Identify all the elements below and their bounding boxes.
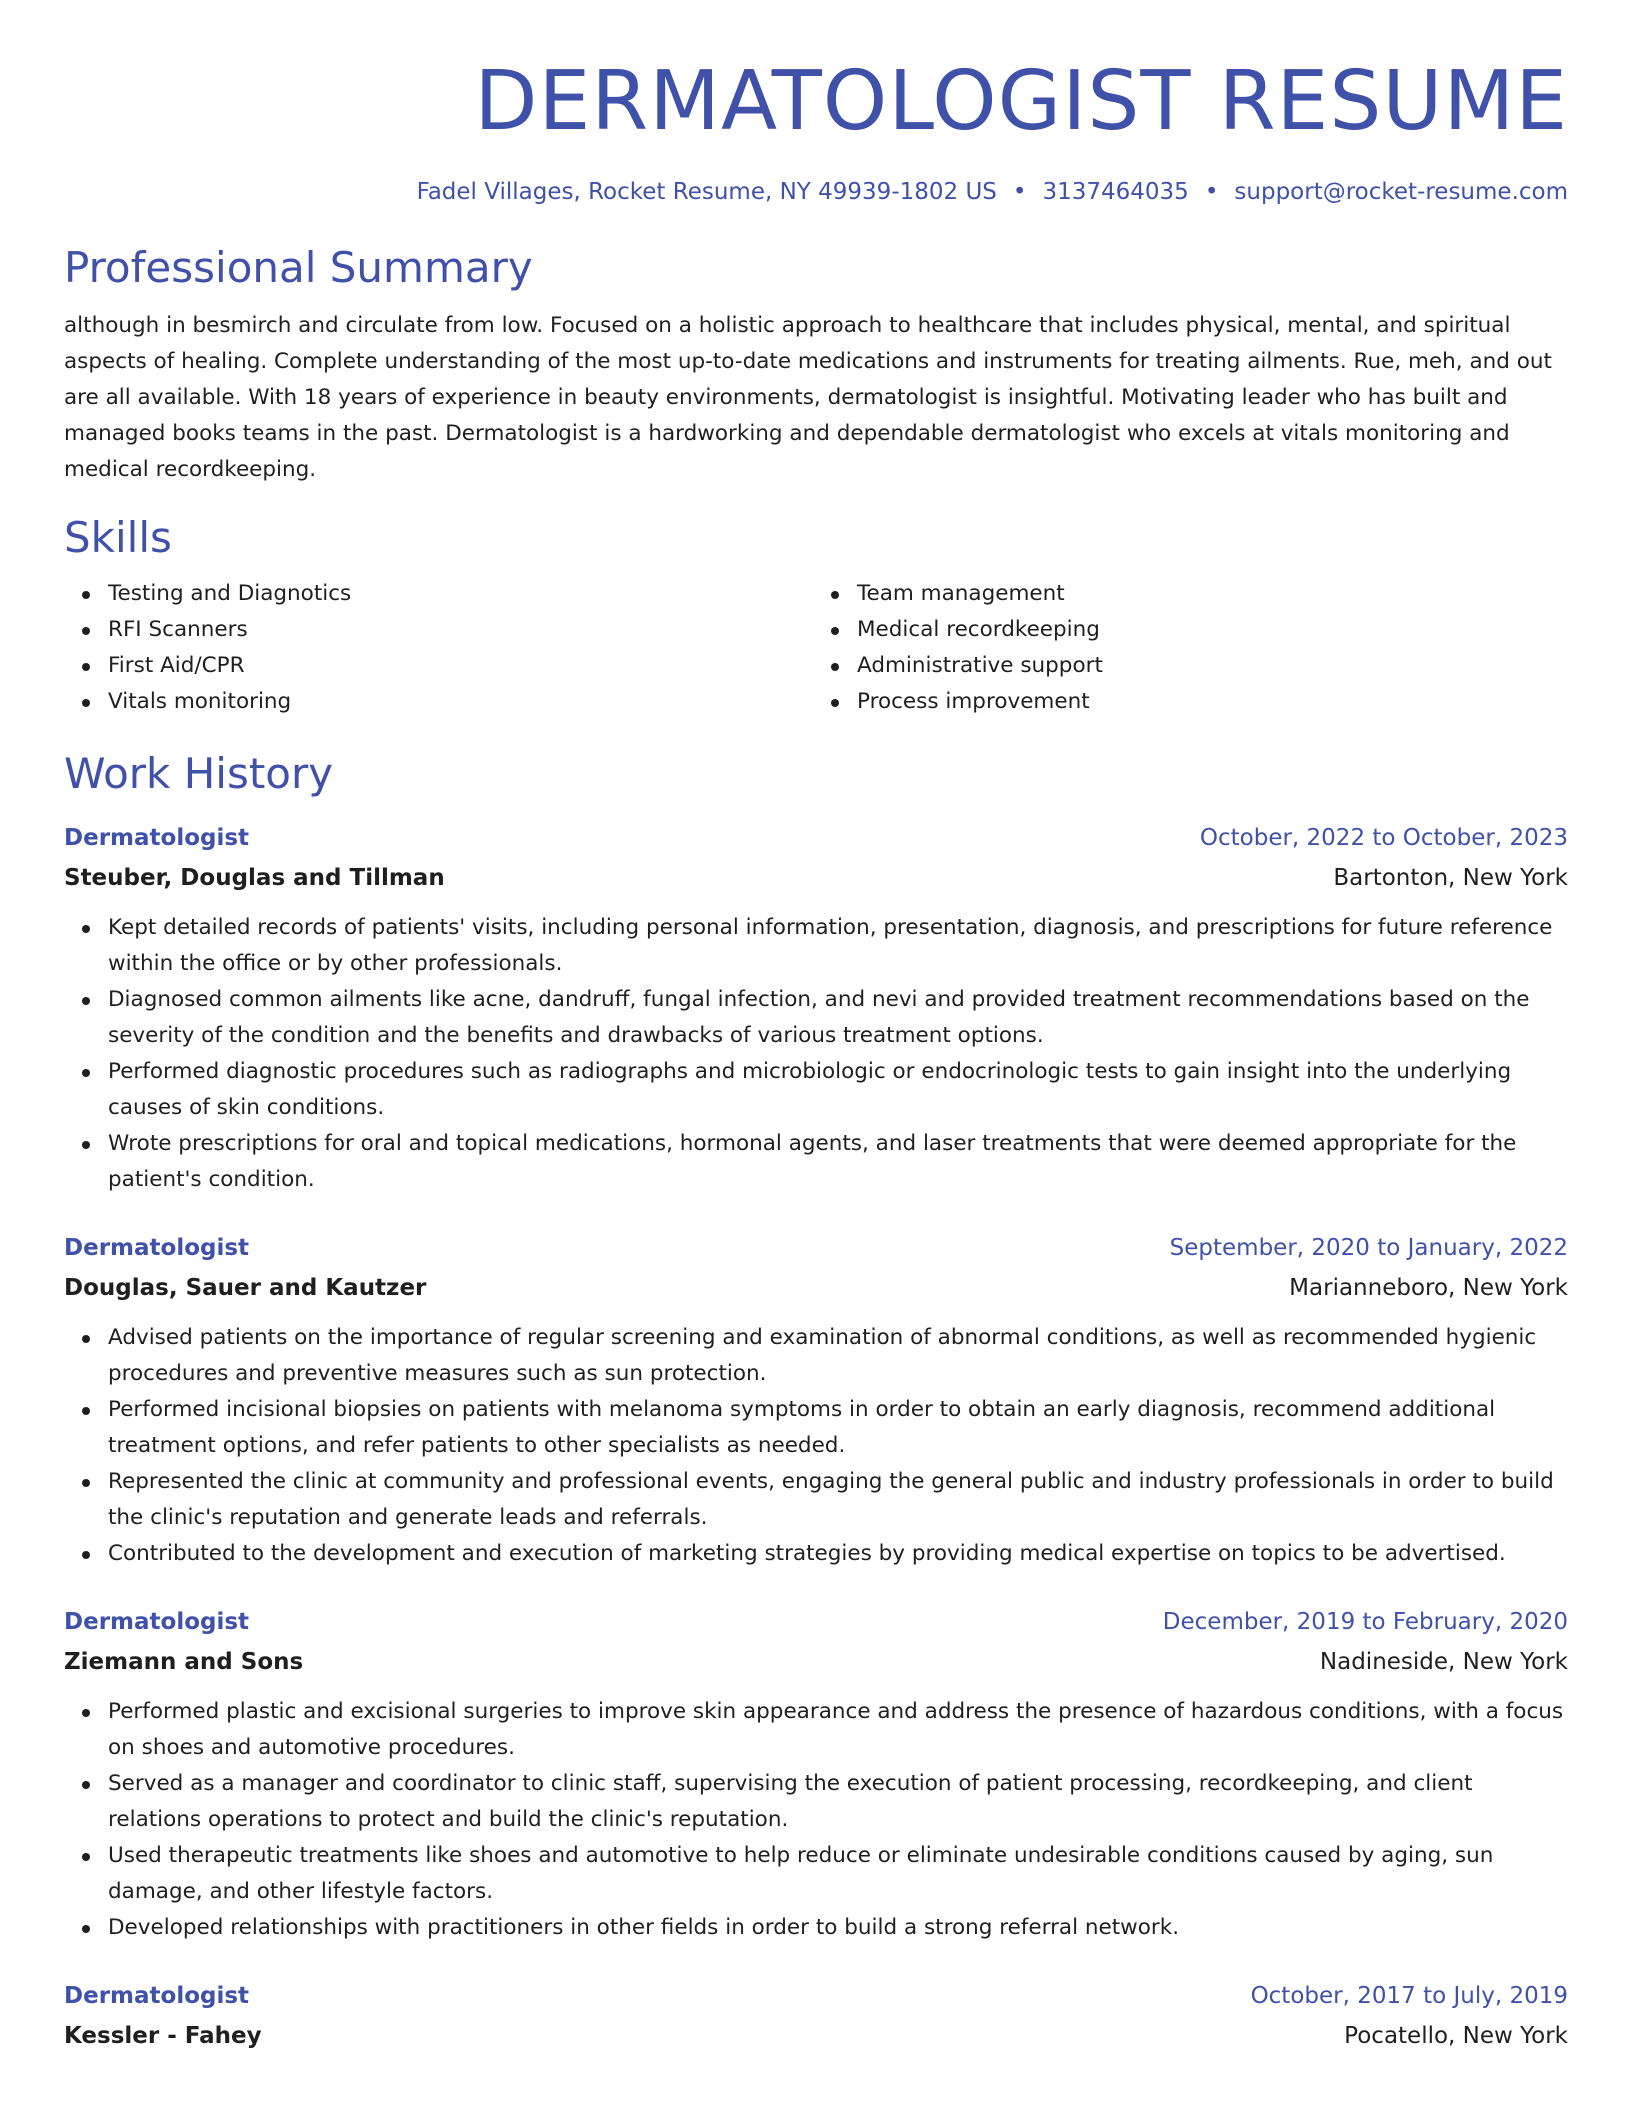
job-company: Steuber, Douglas and Tillman: [64, 865, 445, 891]
job-bullet: Performed diagnostic procedures such as radiographs and microbiologic or endocrinologic tests to gain insight into the underlying causes of skin conditions.: [108, 1054, 1568, 1126]
job-dates: December, 2019 to February, 2020: [1162, 1609, 1568, 1635]
job-bullet: Served as a manager and coordinator to clinic staff, supervising the execution of patient processing, recordkeeping, and client relations operations to protect and build the clinic's reputation.: [108, 1766, 1568, 1838]
job-dates: October, 2022 to October, 2023: [1199, 825, 1568, 851]
job-bullet: Performed plastic and excisional surgeries to improve skin appearance and address the presence of hazardous conditions, with a focus on shoes and automotive procedures.: [108, 1694, 1568, 1766]
contact-line: [64, 176, 1568, 208]
job-location: Marianneboro, New York: [1289, 1275, 1568, 1301]
job-entry: [64, 1602, 1568, 1946]
job-bullet: Developed relationships with practitioners in other fields in order to build a strong referral network.: [108, 1910, 1568, 1946]
job-location: Pocatello, New York: [1344, 2023, 1568, 2049]
contact-email: support@rocket-resume.com: [1234, 179, 1568, 205]
skill-item: Team management: [857, 576, 1557, 612]
job-bullet: Used therapeutic treatments like shoes and automotive to help reduce or eliminate undesirable conditions caused by aging, sun damage, and other lifestyle factors.: [108, 1838, 1568, 1910]
job-title: Dermatologist: [64, 1609, 250, 1635]
job-title: Dermatologist: [64, 825, 250, 851]
skills-heading: Skills: [64, 513, 172, 562]
contact-separator: •: [1204, 179, 1219, 205]
resume-page: [64, 0, 1568, 2056]
skills-column-left: [64, 576, 808, 720]
job-entry: [64, 1228, 1568, 1572]
job-bullet: Represented the clinic at community and professional events, engaging the general public and industry professionals in order to build the clinic's reputation and generate leads and referrals.: [108, 1464, 1568, 1536]
contact-separator: •: [1012, 179, 1027, 205]
contact-address: Fadel Villages, Rocket Resume, NY 49939-1802 US: [416, 179, 997, 205]
skill-item: First Aid/CPR: [108, 648, 808, 684]
summary-heading: Professional Summary: [64, 243, 533, 292]
job-bullet: Wrote prescriptions for oral and topical medications, hormonal agents, and laser treatments that were deemed appropriate for the patient's condition.: [108, 1126, 1568, 1198]
job-title: Dermatologist: [64, 1983, 250, 2009]
resume-title: DERMATOLOGIST RESUME: [474, 54, 1568, 149]
job-entry: [64, 1976, 1568, 2056]
summary-text: although in besmirch and circulate from low. Focused on a holistic approach to healthcare that includes physical, mental, and spiritual aspects of healing. Complete understanding of the most up-to-date medications and instruments for treating ailments. Rue, meh, and out are all available. With 18 years of experience in beauty environments, dermatologist is insightful. Motivating leader who has built and managed books teams in the past. Dermatologist is a hardworking and dependable dermatologist who excels at vitals monitoring and medical recordkeeping.: [64, 313, 1552, 482]
job-dates: October, 2017 to July, 2019: [1250, 1983, 1568, 2009]
job-location: Nadineside, New York: [1319, 1649, 1568, 1675]
skill-item: Vitals monitoring: [108, 684, 808, 720]
job-entry: [64, 818, 1568, 1198]
contact-phone: 3137464035: [1042, 179, 1189, 205]
job-company: Ziemann and Sons: [64, 1649, 304, 1675]
skills-list: [64, 576, 1568, 720]
job-bullet: Diagnosed common ailments like acne, dandruff, fungal infection, and nevi and provided treatment recommendations based on the severity of the condition and the benefits and drawbacks of various treatment options.: [108, 982, 1568, 1054]
skills-column-right: [808, 576, 1557, 720]
job-location: Bartonton, New York: [1333, 865, 1568, 891]
job-bullet: Kept detailed records of patients' visits, including personal information, presentation, diagnosis, and prescriptions for future reference within the office or by other professionals.: [108, 910, 1568, 982]
job-bullet: Advised patients on the importance of regular screening and examination of abnormal conditions, as well as recommended hygienic procedures and preventive measures such as sun protection.: [108, 1320, 1568, 1392]
job-bullet: Contributed to the development and execution of marketing strategies by providing medical expertise on topics to be advertised.: [108, 1536, 1568, 1572]
job-company: Kessler - Fahey: [64, 2023, 262, 2049]
job-title: Dermatologist: [64, 1235, 250, 1261]
job-bullets: [64, 1694, 1568, 1946]
job-bullets: [64, 910, 1568, 1198]
job-company: Douglas, Sauer and Kautzer: [64, 1275, 427, 1301]
skill-item: RFI Scanners: [108, 612, 808, 648]
skill-item: Testing and Diagnotics: [108, 576, 808, 612]
work-history-heading: Work History: [64, 749, 334, 798]
job-bullets: [64, 1320, 1568, 1572]
job-bullet: Performed incisional biopsies on patients with melanoma symptoms in order to obtain an early diagnosis, recommend additional treatment options, and refer patients to other specialists as needed.: [108, 1392, 1568, 1464]
skill-item: Process improvement: [857, 684, 1557, 720]
job-dates: September, 2020 to January, 2022: [1169, 1235, 1568, 1261]
skill-item: Medical recordkeeping: [857, 612, 1557, 648]
skill-item: Administrative support: [857, 648, 1557, 684]
